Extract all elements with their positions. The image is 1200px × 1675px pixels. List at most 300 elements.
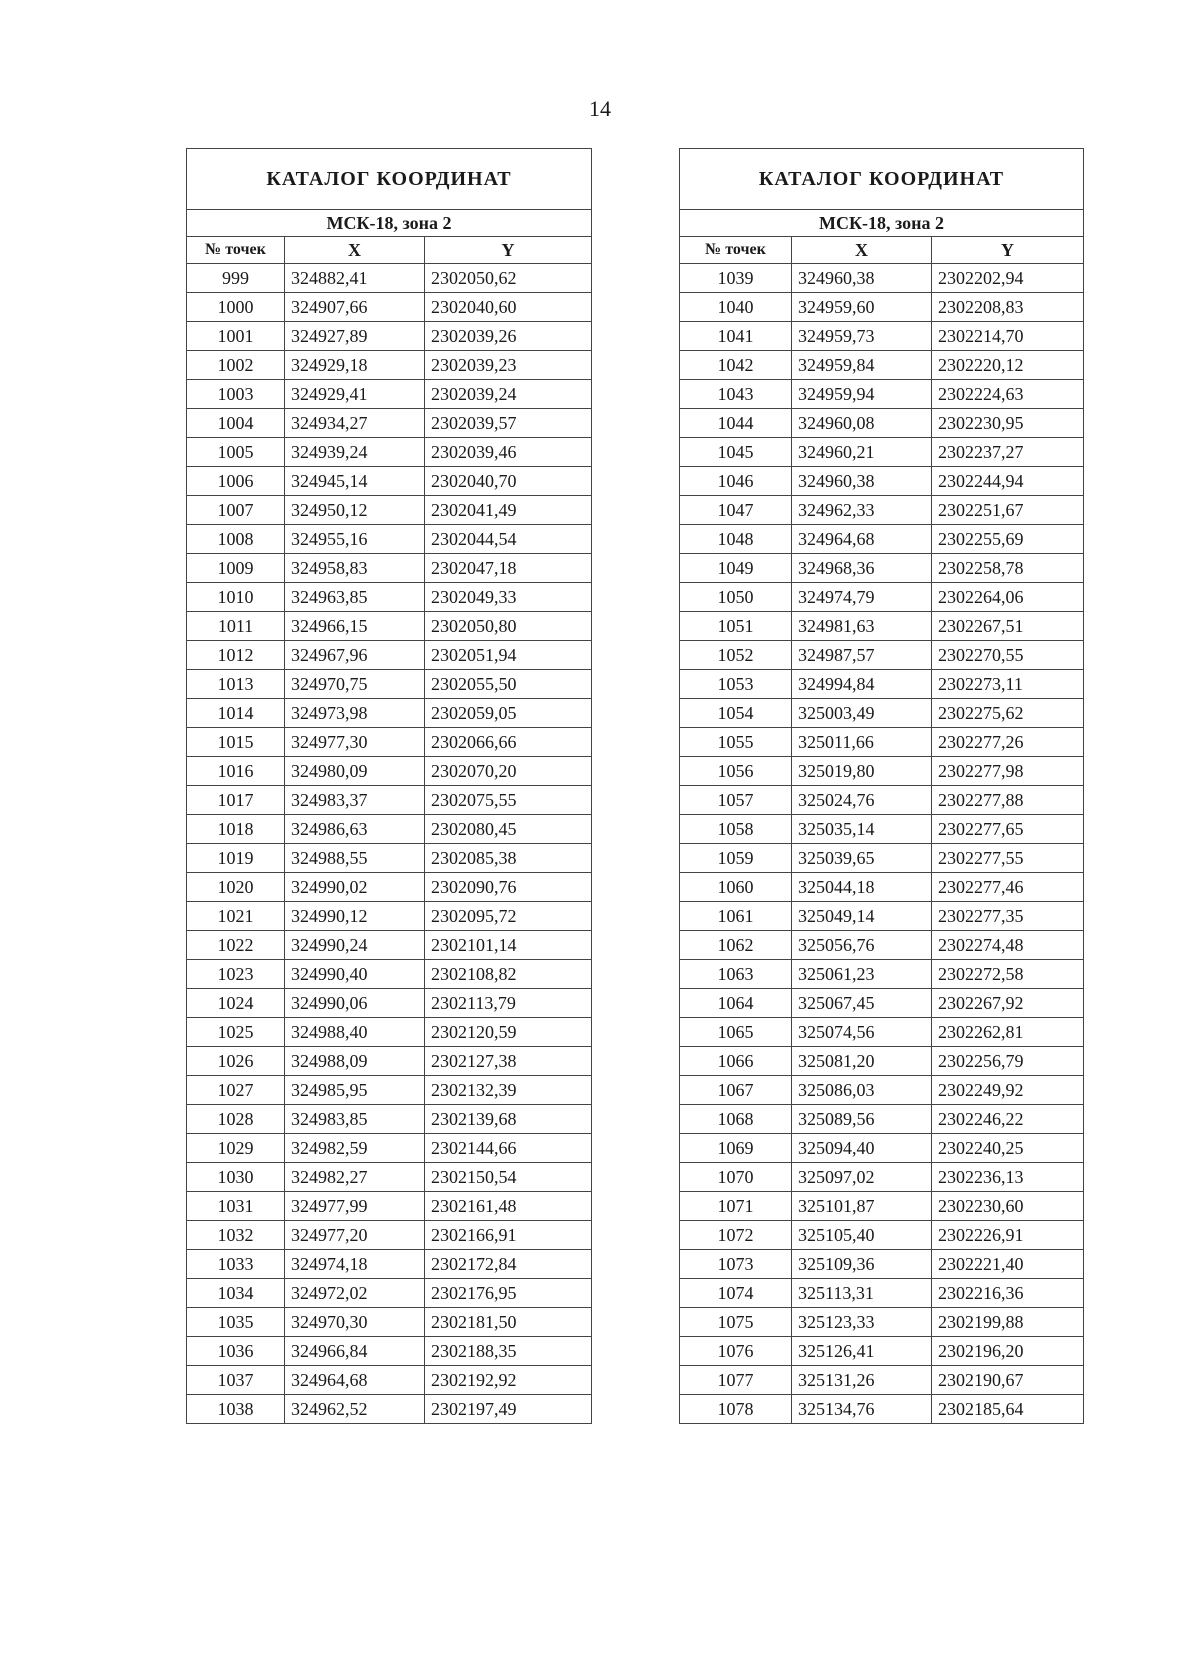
y-coordinate-cell: 2302262,81	[932, 1018, 1084, 1047]
point-number-cell: 1027	[187, 1076, 285, 1105]
y-coordinate-cell: 2302277,46	[932, 873, 1084, 902]
x-coordinate-cell: 325089,56	[792, 1105, 932, 1134]
x-coordinate-cell: 325086,03	[792, 1076, 932, 1105]
y-coordinate-cell: 2302224,63	[932, 380, 1084, 409]
x-coordinate-cell: 325039,65	[792, 844, 932, 873]
table-body	[680, 264, 1084, 1424]
point-number-cell: 1033	[187, 1250, 285, 1279]
x-coordinate-cell: 325061,23	[792, 960, 932, 989]
y-coordinate-cell: 2302267,51	[932, 612, 1084, 641]
x-coordinate-cell: 325109,36	[792, 1250, 932, 1279]
point-number-cell: 1043	[680, 380, 792, 409]
column-header-y: Y	[932, 237, 1084, 264]
y-coordinate-cell: 2302188,35	[425, 1337, 592, 1366]
point-number-cell: 1019	[187, 844, 285, 873]
y-coordinate-cell: 2302144,66	[425, 1134, 592, 1163]
point-number-cell: 1025	[187, 1018, 285, 1047]
x-coordinate-cell: 324964,68	[285, 1366, 425, 1395]
y-coordinate-cell: 2302236,13	[932, 1163, 1084, 1192]
y-coordinate-cell: 2302176,95	[425, 1279, 592, 1308]
x-coordinate-cell: 325081,20	[792, 1047, 932, 1076]
table-row	[187, 641, 592, 670]
y-coordinate-cell: 2302039,23	[425, 351, 592, 380]
table-row	[680, 1308, 1084, 1337]
y-coordinate-cell: 2302273,11	[932, 670, 1084, 699]
x-coordinate-cell: 324990,02	[285, 873, 425, 902]
y-coordinate-cell: 2302101,14	[425, 931, 592, 960]
y-coordinate-cell: 2302216,36	[932, 1279, 1084, 1308]
table-row	[187, 902, 592, 931]
x-coordinate-cell: 324988,55	[285, 844, 425, 873]
point-number-cell: 1073	[680, 1250, 792, 1279]
point-number-cell: 1035	[187, 1308, 285, 1337]
x-coordinate-cell: 325113,31	[792, 1279, 932, 1308]
x-coordinate-cell: 325131,26	[792, 1366, 932, 1395]
point-number-cell: 1024	[187, 989, 285, 1018]
x-coordinate-cell: 324988,09	[285, 1047, 425, 1076]
table-row	[187, 322, 592, 351]
point-number-cell: 1064	[680, 989, 792, 1018]
x-coordinate-cell: 325097,02	[792, 1163, 932, 1192]
y-coordinate-cell: 2302041,49	[425, 496, 592, 525]
y-coordinate-cell: 2302277,55	[932, 844, 1084, 873]
x-coordinate-cell: 325074,56	[792, 1018, 932, 1047]
table-row	[187, 380, 592, 409]
table-row	[680, 1076, 1084, 1105]
point-number-cell: 1071	[680, 1192, 792, 1221]
point-number-cell: 1074	[680, 1279, 792, 1308]
point-number-cell: 1062	[680, 931, 792, 960]
table-row	[187, 1163, 592, 1192]
x-coordinate-cell: 325035,14	[792, 815, 932, 844]
x-coordinate-cell: 324959,73	[792, 322, 932, 351]
y-coordinate-cell: 2302120,59	[425, 1018, 592, 1047]
table-row	[680, 1163, 1084, 1192]
point-number-cell: 1047	[680, 496, 792, 525]
x-coordinate-cell: 324964,68	[792, 525, 932, 554]
y-coordinate-cell: 2302244,94	[932, 467, 1084, 496]
table-row	[187, 409, 592, 438]
y-coordinate-cell: 2302049,33	[425, 583, 592, 612]
x-coordinate-cell: 324970,30	[285, 1308, 425, 1337]
x-coordinate-cell: 324977,20	[285, 1221, 425, 1250]
x-coordinate-cell: 324974,18	[285, 1250, 425, 1279]
x-coordinate-cell: 324962,52	[285, 1395, 425, 1424]
x-coordinate-cell: 324985,95	[285, 1076, 425, 1105]
x-coordinate-cell: 324958,83	[285, 554, 425, 583]
point-number-cell: 1058	[680, 815, 792, 844]
point-number-cell: 1034	[187, 1279, 285, 1308]
x-coordinate-cell: 324960,38	[792, 467, 932, 496]
table-row	[187, 786, 592, 815]
table-row	[680, 873, 1084, 902]
table-row	[187, 496, 592, 525]
x-coordinate-cell: 325024,76	[792, 786, 932, 815]
table-row	[680, 525, 1084, 554]
y-coordinate-cell: 2302274,48	[932, 931, 1084, 960]
table-row	[187, 757, 592, 786]
x-coordinate-cell: 324929,41	[285, 380, 425, 409]
x-coordinate-cell: 324907,66	[285, 293, 425, 322]
point-number-cell: 1029	[187, 1134, 285, 1163]
table-row	[187, 264, 592, 293]
table-row	[680, 583, 1084, 612]
point-number-cell: 1006	[187, 467, 285, 496]
y-coordinate-cell: 2302080,45	[425, 815, 592, 844]
x-coordinate-cell: 324974,79	[792, 583, 932, 612]
coordinate-system-label: МСК-18, зона 2	[187, 210, 592, 237]
point-number-cell: 1057	[680, 786, 792, 815]
point-number-cell: 1031	[187, 1192, 285, 1221]
table-row	[187, 438, 592, 467]
x-coordinate-cell: 325134,76	[792, 1395, 932, 1424]
table-row	[680, 815, 1084, 844]
y-coordinate-cell: 2302132,39	[425, 1076, 592, 1105]
table-row	[187, 293, 592, 322]
x-coordinate-cell: 325094,40	[792, 1134, 932, 1163]
table-row	[680, 844, 1084, 873]
table-row	[680, 1105, 1084, 1134]
table-row	[187, 1076, 592, 1105]
table-row	[187, 1308, 592, 1337]
table-row	[187, 815, 592, 844]
y-coordinate-cell: 2302040,70	[425, 467, 592, 496]
point-number-cell: 1041	[680, 322, 792, 351]
x-coordinate-cell: 324966,84	[285, 1337, 425, 1366]
point-number-cell: 1077	[680, 1366, 792, 1395]
table-row	[187, 583, 592, 612]
x-coordinate-cell: 324977,30	[285, 728, 425, 757]
point-number-cell: 1003	[187, 380, 285, 409]
x-coordinate-cell: 324959,84	[792, 351, 932, 380]
point-number-cell: 1052	[680, 641, 792, 670]
y-coordinate-cell: 2302230,95	[932, 409, 1084, 438]
x-coordinate-cell: 324987,57	[792, 641, 932, 670]
y-coordinate-cell: 2302277,65	[932, 815, 1084, 844]
table-row	[187, 1279, 592, 1308]
y-coordinate-cell: 2302166,91	[425, 1221, 592, 1250]
point-number-cell: 1021	[187, 902, 285, 931]
table-row	[680, 1366, 1084, 1395]
point-number-cell: 1076	[680, 1337, 792, 1366]
y-coordinate-cell: 2302202,94	[932, 264, 1084, 293]
table-row	[187, 612, 592, 641]
y-coordinate-cell: 2302181,50	[425, 1308, 592, 1337]
table-row	[680, 322, 1084, 351]
y-coordinate-cell: 2302255,69	[932, 525, 1084, 554]
table-row	[680, 902, 1084, 931]
x-coordinate-cell: 324960,38	[792, 264, 932, 293]
point-number-cell: 1046	[680, 467, 792, 496]
point-number-cell: 1023	[187, 960, 285, 989]
column-header-point-number: № точек	[187, 237, 285, 264]
x-coordinate-cell: 324882,41	[285, 264, 425, 293]
y-coordinate-cell: 2302075,55	[425, 786, 592, 815]
point-number-cell: 1040	[680, 293, 792, 322]
table-row	[680, 496, 1084, 525]
x-coordinate-cell: 324966,15	[285, 612, 425, 641]
table-row	[187, 1047, 592, 1076]
point-number-cell: 1059	[680, 844, 792, 873]
point-number-cell: 1013	[187, 670, 285, 699]
y-coordinate-cell: 2302161,48	[425, 1192, 592, 1221]
point-number-cell: 1007	[187, 496, 285, 525]
point-number-cell: 1068	[680, 1105, 792, 1134]
y-coordinate-cell: 2302085,38	[425, 844, 592, 873]
point-number-cell: 1055	[680, 728, 792, 757]
y-coordinate-cell: 2302220,12	[932, 351, 1084, 380]
x-coordinate-cell: 325044,18	[792, 873, 932, 902]
point-number-cell: 1053	[680, 670, 792, 699]
y-coordinate-cell: 2302066,66	[425, 728, 592, 757]
table-row	[187, 525, 592, 554]
point-number-cell: 1048	[680, 525, 792, 554]
table-row	[680, 351, 1084, 380]
x-coordinate-cell: 324970,75	[285, 670, 425, 699]
x-coordinate-cell: 324994,84	[792, 670, 932, 699]
point-number-cell: 1050	[680, 583, 792, 612]
x-coordinate-cell: 324963,85	[285, 583, 425, 612]
point-number-cell: 1051	[680, 612, 792, 641]
table-row	[680, 1279, 1084, 1308]
y-coordinate-cell: 2302264,06	[932, 583, 1084, 612]
point-number-cell: 1065	[680, 1018, 792, 1047]
column-header-y: Y	[425, 237, 592, 264]
point-number-cell: 999	[187, 264, 285, 293]
point-number-cell: 1010	[187, 583, 285, 612]
x-coordinate-cell: 324927,89	[285, 322, 425, 351]
y-coordinate-cell: 2302185,64	[932, 1395, 1084, 1424]
point-number-cell: 1070	[680, 1163, 792, 1192]
x-coordinate-cell: 324990,24	[285, 931, 425, 960]
table-row	[187, 844, 592, 873]
x-coordinate-cell: 324939,24	[285, 438, 425, 467]
y-coordinate-cell: 2302039,46	[425, 438, 592, 467]
y-coordinate-cell: 2302208,83	[932, 293, 1084, 322]
x-coordinate-cell: 325105,40	[792, 1221, 932, 1250]
point-number-cell: 1026	[187, 1047, 285, 1076]
x-coordinate-cell: 324990,06	[285, 989, 425, 1018]
y-coordinate-cell: 2302047,18	[425, 554, 592, 583]
y-coordinate-cell: 2302277,98	[932, 757, 1084, 786]
x-coordinate-cell: 324967,96	[285, 641, 425, 670]
table-row	[680, 438, 1084, 467]
y-coordinate-cell: 2302044,54	[425, 525, 592, 554]
point-number-cell: 1014	[187, 699, 285, 728]
table-row	[680, 1018, 1084, 1047]
y-coordinate-cell: 2302249,92	[932, 1076, 1084, 1105]
x-coordinate-cell: 324990,40	[285, 960, 425, 989]
x-coordinate-cell: 324959,94	[792, 380, 932, 409]
y-coordinate-cell: 2302221,40	[932, 1250, 1084, 1279]
table-row	[680, 409, 1084, 438]
point-number-cell: 1020	[187, 873, 285, 902]
y-coordinate-cell: 2302256,79	[932, 1047, 1084, 1076]
y-coordinate-cell: 2302258,78	[932, 554, 1084, 583]
y-coordinate-cell: 2302039,57	[425, 409, 592, 438]
point-number-cell: 1016	[187, 757, 285, 786]
table-row	[187, 728, 592, 757]
table-row	[680, 1134, 1084, 1163]
y-coordinate-cell: 2302050,80	[425, 612, 592, 641]
y-coordinate-cell: 2302113,79	[425, 989, 592, 1018]
table-row	[680, 641, 1084, 670]
y-coordinate-cell: 2302040,60	[425, 293, 592, 322]
y-coordinate-cell: 2302237,27	[932, 438, 1084, 467]
x-coordinate-cell: 324988,40	[285, 1018, 425, 1047]
y-coordinate-cell: 2302090,76	[425, 873, 592, 902]
table-row	[680, 467, 1084, 496]
point-number-cell: 1011	[187, 612, 285, 641]
y-coordinate-cell: 2302267,92	[932, 989, 1084, 1018]
point-number-cell: 1037	[187, 1366, 285, 1395]
table-row	[187, 467, 592, 496]
coordinate-catalog-table-left	[186, 148, 592, 1424]
point-number-cell: 1061	[680, 902, 792, 931]
table-row	[187, 554, 592, 583]
y-coordinate-cell: 2302230,60	[932, 1192, 1084, 1221]
x-coordinate-cell: 324973,98	[285, 699, 425, 728]
table-row	[680, 728, 1084, 757]
point-number-cell: 1022	[187, 931, 285, 960]
point-number-cell: 1008	[187, 525, 285, 554]
coordinate-catalog-table-right	[679, 148, 1084, 1424]
y-coordinate-cell: 2302272,58	[932, 960, 1084, 989]
y-coordinate-cell: 2302270,55	[932, 641, 1084, 670]
table-row	[680, 960, 1084, 989]
table-row	[680, 931, 1084, 960]
table-body	[187, 264, 592, 1424]
table-row	[187, 1105, 592, 1134]
point-number-cell: 1039	[680, 264, 792, 293]
point-number-cell: 1009	[187, 554, 285, 583]
x-coordinate-cell: 324981,63	[792, 612, 932, 641]
point-number-cell: 1054	[680, 699, 792, 728]
y-coordinate-cell: 2302108,82	[425, 960, 592, 989]
table-row	[680, 293, 1084, 322]
table-row	[187, 960, 592, 989]
y-coordinate-cell: 2302196,20	[932, 1337, 1084, 1366]
point-number-cell: 1004	[187, 409, 285, 438]
y-coordinate-cell: 2302127,38	[425, 1047, 592, 1076]
page-number: 14	[589, 96, 611, 121]
table-row	[680, 612, 1084, 641]
point-number-cell: 1001	[187, 322, 285, 351]
point-number-cell: 1072	[680, 1221, 792, 1250]
x-coordinate-cell: 325019,80	[792, 757, 932, 786]
table-row	[187, 670, 592, 699]
point-number-cell: 1067	[680, 1076, 792, 1105]
x-coordinate-cell: 324986,63	[285, 815, 425, 844]
table-row	[680, 554, 1084, 583]
x-coordinate-cell: 324929,18	[285, 351, 425, 380]
point-number-cell: 1012	[187, 641, 285, 670]
table-row	[680, 989, 1084, 1018]
point-number-cell: 1044	[680, 409, 792, 438]
point-number-cell: 1030	[187, 1163, 285, 1192]
table-row	[187, 989, 592, 1018]
y-coordinate-cell: 2302139,68	[425, 1105, 592, 1134]
x-coordinate-cell: 325003,49	[792, 699, 932, 728]
y-coordinate-cell: 2302190,67	[932, 1366, 1084, 1395]
table-row	[680, 757, 1084, 786]
y-coordinate-cell: 2302275,62	[932, 699, 1084, 728]
x-coordinate-cell: 324972,02	[285, 1279, 425, 1308]
table-row	[187, 1337, 592, 1366]
point-number-cell: 1000	[187, 293, 285, 322]
x-coordinate-cell: 324950,12	[285, 496, 425, 525]
y-coordinate-cell: 2302199,88	[932, 1308, 1084, 1337]
point-number-cell: 1075	[680, 1308, 792, 1337]
y-coordinate-cell: 2302039,24	[425, 380, 592, 409]
point-number-cell: 1063	[680, 960, 792, 989]
x-coordinate-cell: 324945,14	[285, 467, 425, 496]
x-coordinate-cell: 325049,14	[792, 902, 932, 931]
y-coordinate-cell: 2302039,26	[425, 322, 592, 351]
y-coordinate-cell: 2302070,20	[425, 757, 592, 786]
point-number-cell: 1069	[680, 1134, 792, 1163]
table-row	[187, 351, 592, 380]
x-coordinate-cell: 324982,59	[285, 1134, 425, 1163]
x-coordinate-cell: 324977,99	[285, 1192, 425, 1221]
x-coordinate-cell: 324960,08	[792, 409, 932, 438]
table-row	[187, 1134, 592, 1163]
x-coordinate-cell: 324962,33	[792, 496, 932, 525]
y-coordinate-cell: 2302246,22	[932, 1105, 1084, 1134]
y-coordinate-cell: 2302226,91	[932, 1221, 1084, 1250]
table-row	[187, 1192, 592, 1221]
table-row	[187, 1018, 592, 1047]
table-row	[680, 380, 1084, 409]
point-number-cell: 1045	[680, 438, 792, 467]
x-coordinate-cell: 324990,12	[285, 902, 425, 931]
point-number-cell: 1056	[680, 757, 792, 786]
y-coordinate-cell: 2302051,94	[425, 641, 592, 670]
column-header-x: X	[792, 237, 932, 264]
y-coordinate-cell: 2302059,05	[425, 699, 592, 728]
table-row	[187, 1395, 592, 1424]
y-coordinate-cell: 2302095,72	[425, 902, 592, 931]
table-row	[680, 1395, 1084, 1424]
table-row	[680, 1337, 1084, 1366]
point-number-cell: 1078	[680, 1395, 792, 1424]
y-coordinate-cell: 2302214,70	[932, 322, 1084, 351]
y-coordinate-cell: 2302172,84	[425, 1250, 592, 1279]
point-number-cell: 1005	[187, 438, 285, 467]
x-coordinate-cell: 325011,66	[792, 728, 932, 757]
y-coordinate-cell: 2302150,54	[425, 1163, 592, 1192]
y-coordinate-cell: 2302197,49	[425, 1395, 592, 1424]
table-row	[680, 670, 1084, 699]
x-coordinate-cell: 325056,76	[792, 931, 932, 960]
point-number-cell: 1042	[680, 351, 792, 380]
x-coordinate-cell: 324983,37	[285, 786, 425, 815]
table-row	[680, 264, 1084, 293]
point-number-cell: 1060	[680, 873, 792, 902]
x-coordinate-cell: 324960,21	[792, 438, 932, 467]
column-header-point-number: № точек	[680, 237, 792, 264]
x-coordinate-cell: 324980,09	[285, 757, 425, 786]
y-coordinate-cell: 2302192,92	[425, 1366, 592, 1395]
x-coordinate-cell: 325123,33	[792, 1308, 932, 1337]
table-row	[680, 1047, 1084, 1076]
table-row	[680, 699, 1084, 728]
point-number-cell: 1018	[187, 815, 285, 844]
point-number-cell: 1002	[187, 351, 285, 380]
y-coordinate-cell: 2302277,35	[932, 902, 1084, 931]
table-row	[187, 873, 592, 902]
x-coordinate-cell: 325067,45	[792, 989, 932, 1018]
